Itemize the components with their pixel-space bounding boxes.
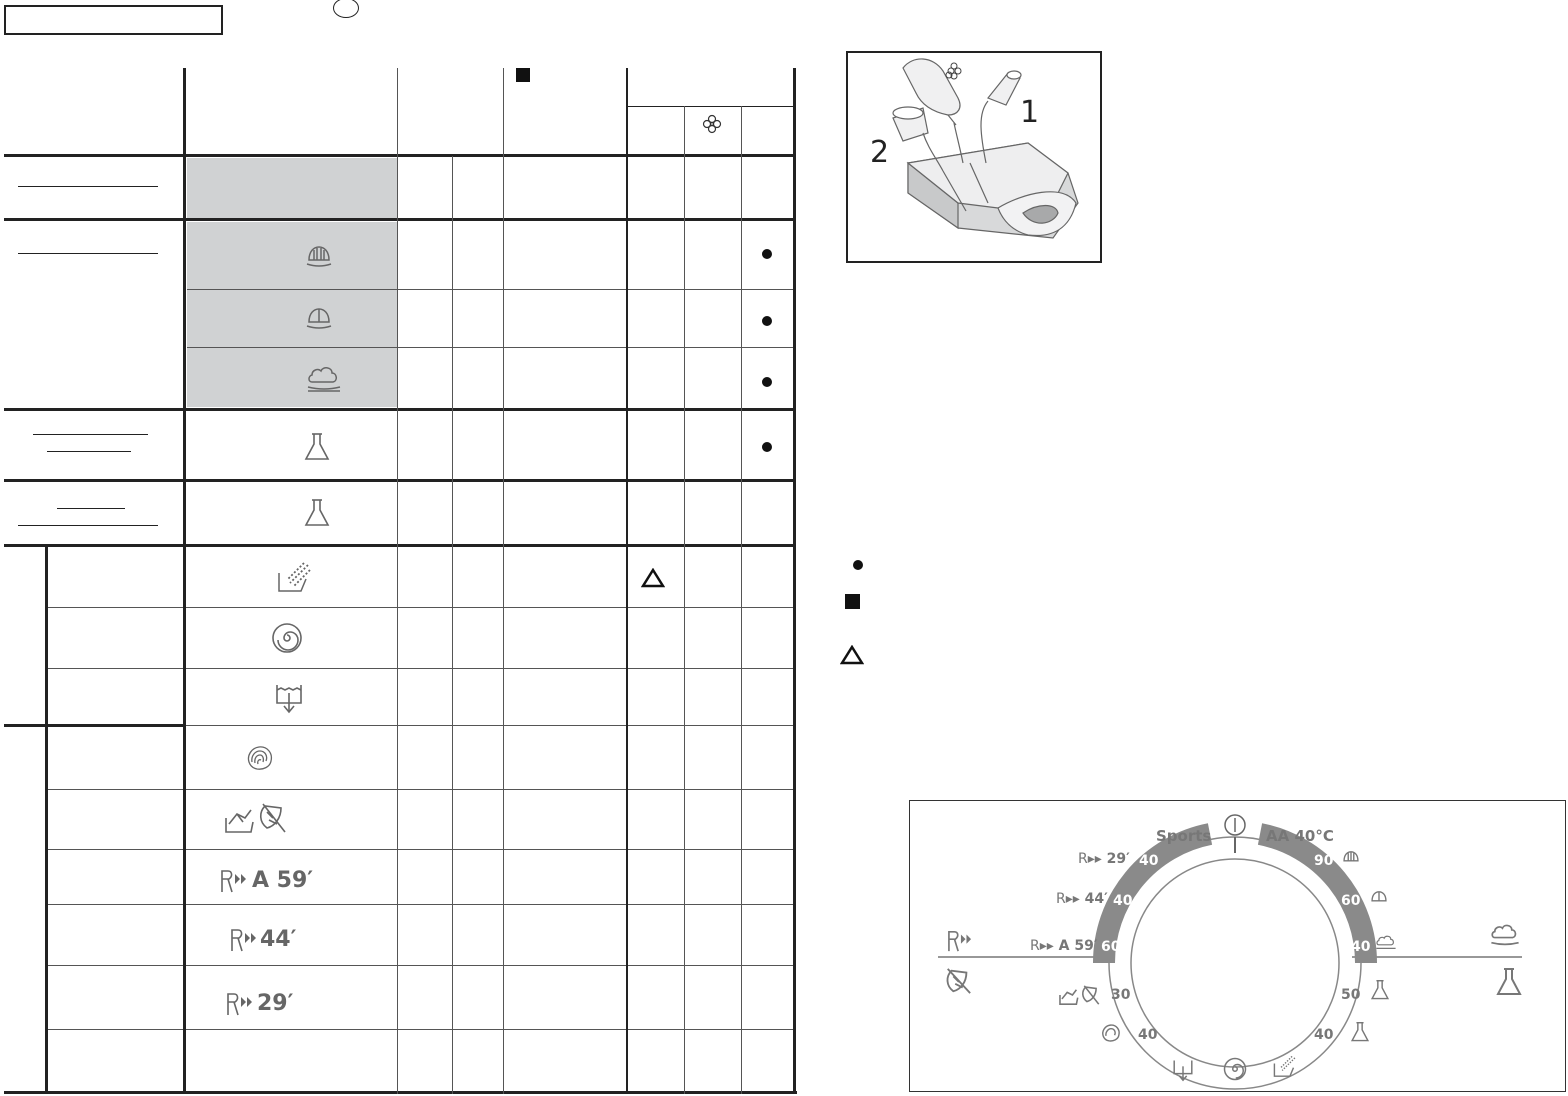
drawer-label-1: 1	[1020, 95, 1040, 130]
table-rule	[4, 1091, 797, 1094]
wool-icon	[245, 744, 275, 772]
triangle-icon	[641, 568, 665, 588]
detergent-dot	[762, 249, 772, 259]
table-rule	[48, 849, 795, 850]
table-rule	[4, 479, 795, 482]
square-symbol-header	[516, 68, 530, 82]
dial-temp-s40: 40	[1314, 1027, 1334, 1043]
dial-temp-r29: 40	[1139, 853, 1159, 869]
dial-temp-handwash: 30	[1111, 987, 1131, 1003]
handwash-delicate-icon	[1058, 983, 1104, 1007]
table-rule	[183, 68, 186, 1094]
softener-icon	[702, 114, 722, 134]
rapid-59-label: A 59′	[252, 868, 314, 893]
mixed-40-icon	[1374, 933, 1398, 953]
rapid-r-icon: R▸▸	[1056, 891, 1080, 907]
shaded-cell-1	[187, 158, 397, 218]
delicate-icon	[944, 967, 972, 995]
label-underline	[18, 186, 158, 187]
dial-sports-label: Sports	[1156, 827, 1212, 845]
table-rule	[45, 546, 48, 1094]
detergent-dot	[762, 316, 772, 326]
drain-icon	[274, 681, 304, 715]
rapid-icon	[225, 991, 255, 1017]
rapid-r-icon: R▸▸	[1030, 938, 1054, 954]
cotton-90-icon	[1340, 849, 1362, 867]
table-rule	[4, 408, 795, 411]
table-rule	[48, 1029, 795, 1030]
table-rule	[187, 289, 795, 290]
dial-temp-wool: 40	[1138, 1027, 1158, 1043]
dial-graphic	[910, 801, 1565, 1091]
table-rule	[48, 965, 795, 966]
handwash-delicate-icon	[223, 800, 293, 836]
rapid-icon	[229, 927, 259, 953]
dial-temp-s50: 50	[1341, 987, 1361, 1003]
table-rule	[184, 725, 795, 726]
table-rule	[48, 668, 795, 669]
dial-temp-r59: 60	[1101, 939, 1121, 955]
wool-icon	[1100, 1023, 1122, 1043]
table-rule	[452, 156, 453, 1094]
cotton-90-icon	[304, 243, 334, 269]
legend-dot-icon	[853, 560, 863, 570]
mixed-40-icon	[1488, 921, 1522, 949]
detergent-dot	[762, 377, 772, 387]
dial-temp-c90: 90	[1314, 853, 1334, 869]
table-rule	[793, 68, 796, 1094]
dial-rapid-59-text: A 59′	[1058, 938, 1098, 954]
label-underline	[33, 434, 148, 435]
synthetic-icon	[303, 498, 331, 528]
cotton-60-icon	[304, 305, 334, 331]
language-badge	[333, 0, 359, 18]
table-rule	[4, 724, 184, 727]
synthetic-icon	[1350, 1019, 1370, 1045]
shaded-cell-2	[187, 222, 397, 407]
table-rule	[503, 68, 504, 1094]
label-underline	[18, 253, 158, 254]
rapid-44-label: 44′	[260, 927, 297, 952]
dial-aa-label: AA 40°C	[1266, 827, 1334, 845]
legend-triangle-icon	[840, 645, 864, 665]
dial-rapid-59-label	[1030, 938, 1098, 954]
dial-rapid-44-text: 44′	[1084, 891, 1108, 907]
dial-rapid-44-label	[1056, 891, 1108, 907]
rapid-r-icon: R▸▸	[1078, 851, 1102, 867]
table-rule	[48, 789, 795, 790]
dial-temp-c40: 40	[1351, 939, 1371, 955]
detergent-drawer-figure	[846, 51, 1102, 263]
rinse-icon	[1272, 1055, 1298, 1079]
table-rule	[4, 154, 795, 157]
dial-temp-c60: 60	[1341, 893, 1361, 909]
table-rule	[187, 347, 795, 348]
table-rule	[627, 106, 795, 107]
synthetic-icon	[303, 432, 331, 462]
dial-rapid-29-label	[1078, 851, 1130, 867]
rapid-icon	[219, 868, 249, 894]
programme-dial-panel	[909, 800, 1566, 1092]
table-rule	[48, 904, 795, 905]
table-rule	[684, 106, 685, 1094]
label-underline	[18, 525, 158, 526]
dial-rapid-29-text: 29′	[1106, 851, 1130, 867]
legend-square-icon	[845, 594, 860, 609]
synthetic-icon	[1370, 977, 1390, 1003]
table-rule	[48, 607, 795, 608]
label-underline	[57, 508, 125, 509]
label-underline	[47, 451, 131, 452]
table-rule	[4, 544, 795, 547]
detergent-dot	[762, 442, 772, 452]
table-rule	[4, 218, 795, 221]
drawer-label-2: 2	[870, 135, 890, 170]
table-rule	[741, 106, 742, 1094]
spin-icon	[271, 622, 303, 654]
rinse-icon	[276, 561, 312, 595]
header-title-box	[4, 5, 223, 35]
drain-icon	[1172, 1057, 1194, 1083]
rapid-29-label: 29′	[257, 991, 294, 1016]
rapid-icon	[944, 929, 976, 953]
spin-icon	[1223, 1057, 1247, 1081]
table-rule	[626, 68, 628, 1094]
mixed-40-icon	[304, 364, 344, 394]
cotton-60-icon	[1368, 889, 1390, 907]
table-rule	[397, 68, 398, 1094]
dial-temp-r44: 40	[1113, 893, 1133, 909]
synthetic-icon	[1495, 967, 1523, 997]
